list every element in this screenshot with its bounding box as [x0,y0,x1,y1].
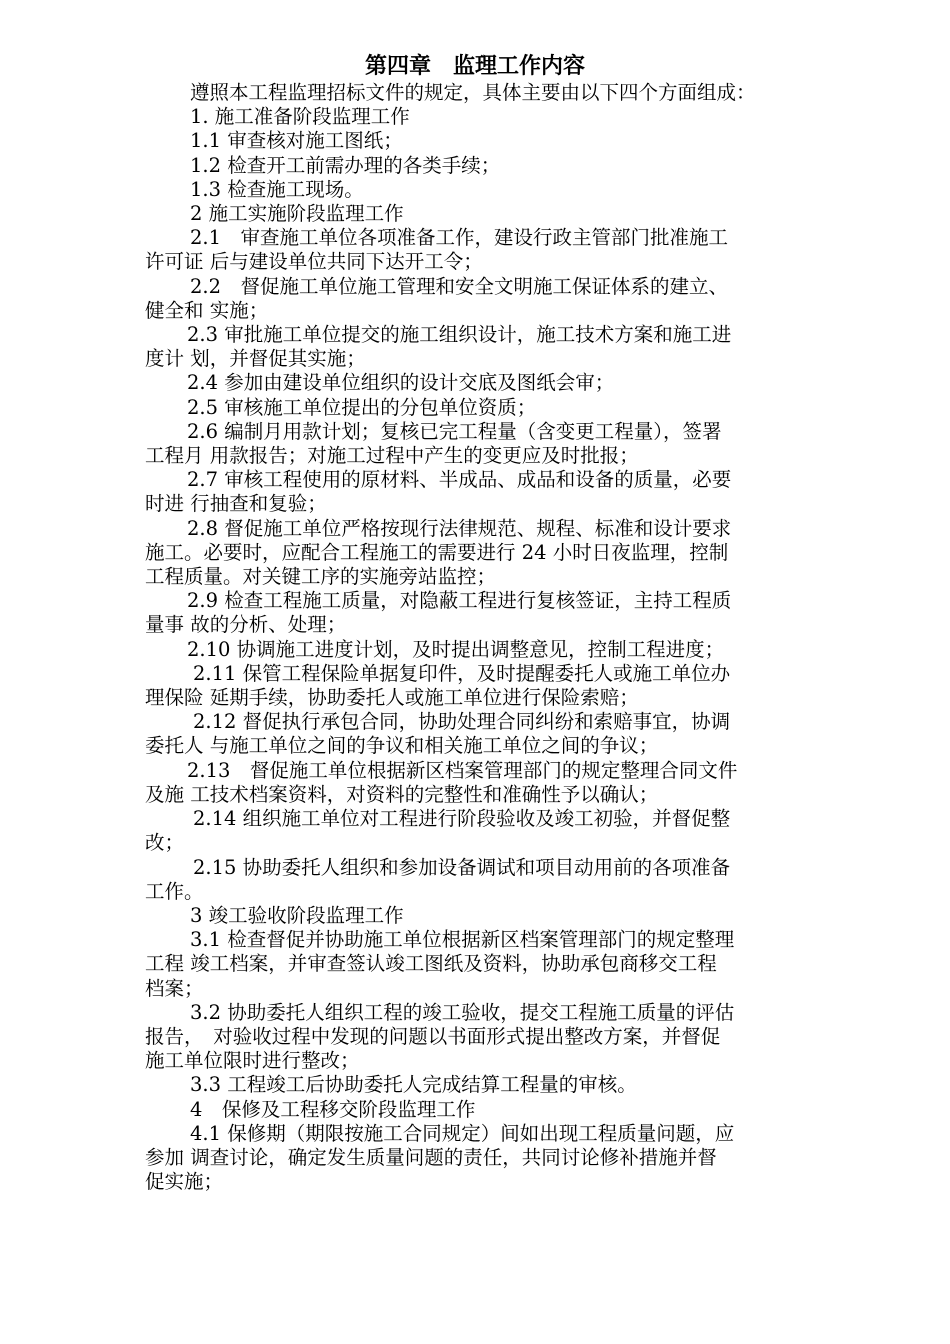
paragraph-line: 工作。 [145,879,204,903]
paragraph-line: 2 施工实施阶段监理工作 [190,202,404,226]
paragraph-line: 3.3 工程竣工后协助委托人完成结算工程量的审核。 [190,1073,637,1097]
paragraph-line: 工程 竣工档案，并审查签认竣工图纸及资料，协助承包商移交工程 [145,952,717,976]
paragraph-line: 及施 工技术档案资料，对资料的完整性和准确性予以确认； [145,782,659,806]
paragraph-line: 许可证 后与建设单位共同下达开工令； [145,250,483,274]
chapter-title: 第四章 监理工作内容 [364,53,585,79]
paragraph-line: 2.3 审批施工单位提交的施工组织设计，施工技术方案和施工进 [187,323,732,347]
paragraph-line: 遵照本工程监理招标文件的规定，具体主要由以下四个方面组成： [190,81,756,104]
paragraph-line: 时进 行抽查和复验； [145,492,327,516]
paragraph-line: 4.1 保修期（期限按施工合同规定）间如出现工程质量问题，应 [190,1121,735,1145]
paragraph-line: 2.12 督促执行承包合同，协助处理合同纠纷和索赔事宜，协调 [193,710,731,734]
paragraph-line: 2.7 审核工程使用的原材料、半成品、成品和设备的质量，必要 [187,468,732,492]
paragraph-line: 2.13 督促施工单位根据新区档案管理部门的规定整理合同文件 [187,758,738,782]
document-body [145,81,817,1194]
paragraph-line: 2.5 审核施工单位提出的分包单位资质； [187,395,537,419]
paragraph-line: 档案； [145,976,204,1000]
paragraph-line: 2.15 协助委托人组织和参加设备调试和项目动用前的各项准备 [193,855,731,879]
paragraph-line: 3.1 检查督促并协助施工单位根据新区档案管理部门的规定整理 [190,928,735,952]
paragraph-line: 健全和 实施； [145,298,269,322]
paragraph-line: 1.3 检查施工现场。 [190,177,364,201]
paragraph-line: 促实施； [145,1170,224,1194]
paragraph-line: 工程月 用款报告；对施工过程中产生的变更应及时批报； [145,444,639,468]
paragraph-line: 2.11 保管工程保险单据复印件，及时提醒委托人或施工单位办 [193,661,731,685]
paragraph-line: 改； [145,831,185,855]
paragraph-line: 1.2 检查开工前需办理的各类手续； [190,153,501,177]
paragraph-line: 2.1 审查施工单位各项准备工作，建设行政主管部门批准施工 [190,226,729,250]
paragraph-line: 4 保修及工程移交阶段监理工作 [190,1097,476,1121]
paragraph-line: 2.10 协调施工进度计划，及时提出调整意见，控制工程进度； [187,637,725,661]
paragraph-line: 2.6 编制月用款计划；复核已完工程量（含变更工程量），签署 [187,419,722,443]
paragraph-line: 1.1 审查核对施工图纸； [190,129,403,153]
paragraph-line: 理保险 延期手续，协助委托人或施工单位进行保险索赔； [145,686,639,710]
paragraph-line: 报告， 对验收过程中发现的问题以书面形式提出整改方案，并督促 [145,1024,721,1048]
paragraph-line: 度计 划，并督促其实施； [145,347,366,371]
paragraph-line: 2.14 组织施工单位对工程进行阶段验收及竣工初验，并督促整 [193,807,731,831]
paragraph-line: 施工。必要时，应配合工程施工的需要进行 24 小时日夜监理，控制 [145,540,729,564]
paragraph-line: 2.8 督促施工单位严格按现行法律规范、规程、标准和设计要求 [187,516,732,540]
paragraph-line: 委托人 与施工单位之间的争议和相关施工单位之间的争议； [145,734,659,758]
paragraph-line: 2.2 督促施工单位施工管理和安全文明施工保证体系的建立、 [190,274,729,298]
paragraph-line: 2.4 参加由建设单位组织的设计交底及图纸会审； [187,371,615,395]
paragraph-line: 量事 故的分析、处理； [145,613,347,637]
paragraph-line: 3 竣工验收阶段监理工作 [190,903,404,927]
paragraph-line: 参加 调查讨论，确定发生质量问题的责任，共同讨论修补措施并督 [145,1145,717,1169]
paragraph-line: 2.9 检查工程施工质量，对隐蔽工程进行复核签证，主持工程质 [187,589,732,613]
paragraph-line: 1. 施工准备阶段监理工作 [190,105,410,129]
paragraph-line: 3.2 协助委托人组织工程的竣工验收，提交工程施工质量的评估 [190,1000,735,1024]
paragraph-line: 工程质量。对关键工序的实施旁站监控； [145,565,497,589]
paragraph-line: 施工单位限时进行整改； [145,1049,360,1073]
